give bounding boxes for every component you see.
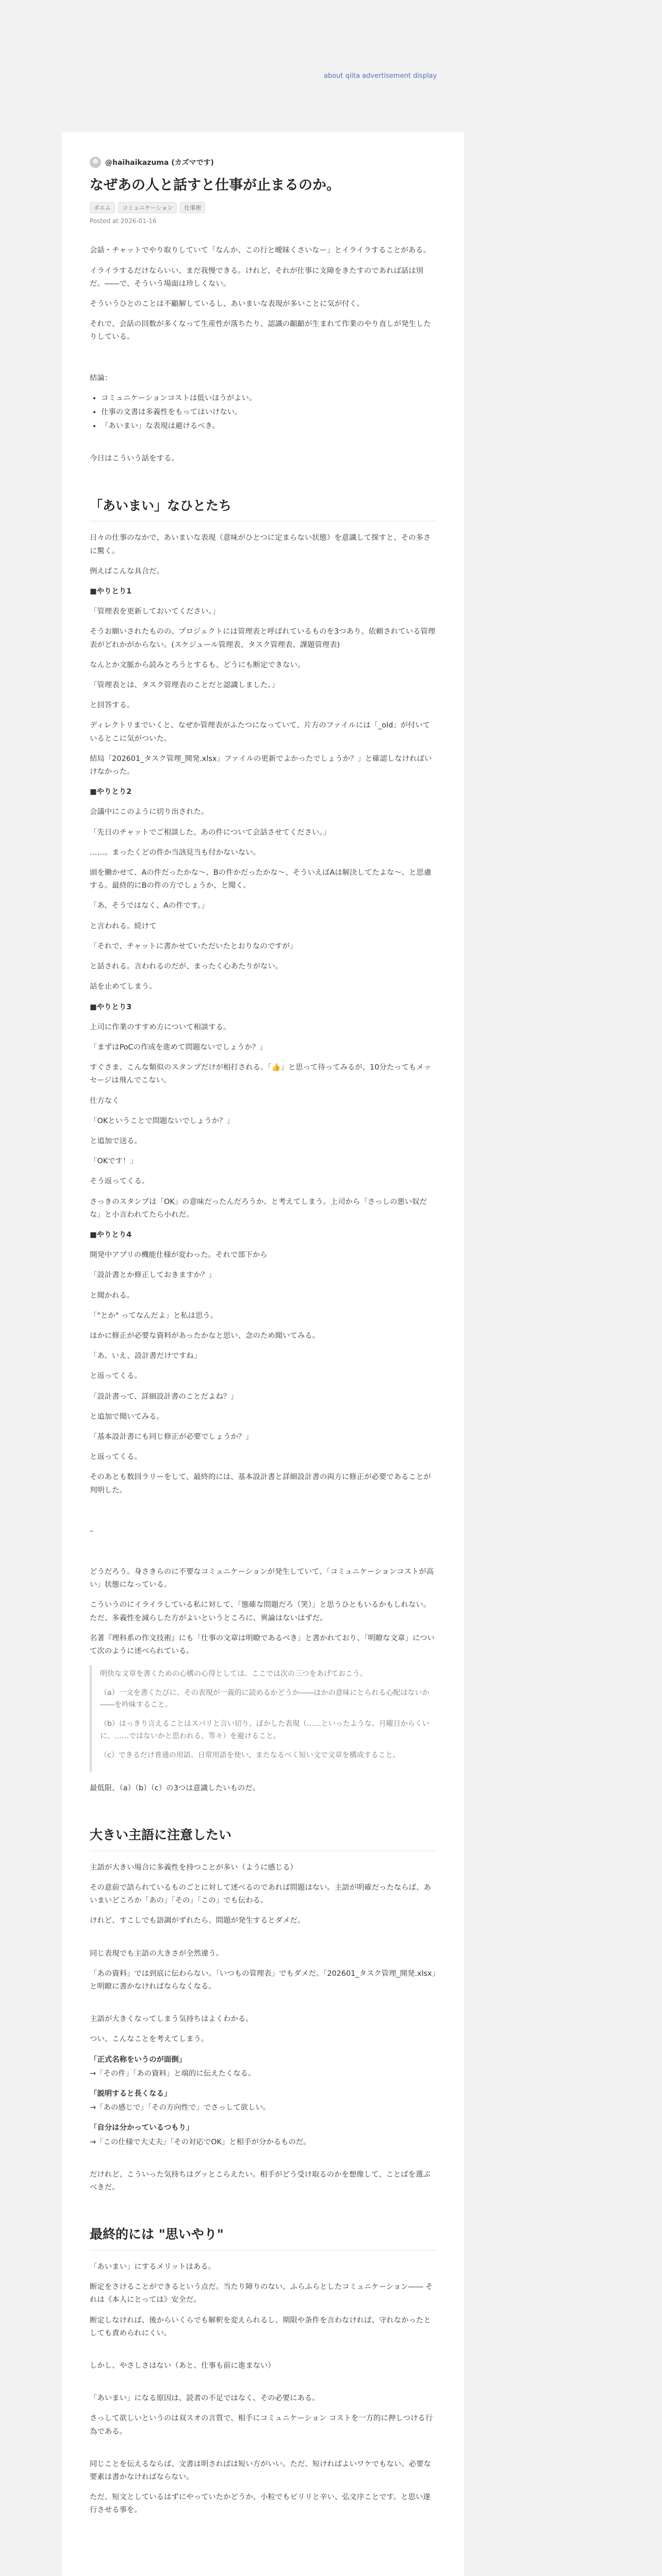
paragraph: 名著『理科系の作文技術』にも「仕事の文章は明瞭であるべき」と書かれており、「明瞭な文章」について次のように述べられている。: [90, 1634, 435, 1655]
paragraph: 同じ表現でも主語の大きさが全然違う。: [90, 1949, 224, 1958]
paragraph: と返ってくる。: [90, 1372, 142, 1381]
page-title: なぜあの人と話すと仕事が止まるのか。: [90, 177, 340, 193]
paragraph: 「"とか" ってなんだよ」と私は思う。: [90, 1311, 218, 1320]
conclusion-list: [90, 392, 436, 433]
paragraph: 会話・チャットでやり取りしていて「なんか、この行と曖昧くさいなー」とイライラすることがある。: [90, 246, 431, 255]
book-quote: [90, 1665, 436, 1772]
paragraph: つい、こんなことを考えてしまう。: [90, 2035, 209, 2044]
paragraph: 「あ、いえ、設計書だけですね」: [90, 1352, 202, 1361]
section-heading: 大きい主語に注意したい: [90, 1824, 436, 1851]
paragraph: 「OKということで問題ないでしょうか？」: [90, 1116, 234, 1125]
paragraph: 「あいまい」になる原因は、読者の不足ではなく、その必要にある。: [90, 2394, 320, 2403]
paragraph: イライラするだけならいい、まだ我慢できる。けれど、それが仕事に支障をきたすのであれば話は別だ。――で、そういう場面は珍しくない。: [90, 266, 424, 288]
paragraph: 同じことを伝えるならば、文書は明さればは短い方がいい。ただ、短ければよいワケでもない。必要な要素は書かなければならない。: [90, 2460, 431, 2481]
paragraph: そう返ってくる。: [90, 1177, 150, 1186]
paragraph: 「あの資料」では到底に伝わらない。「いつもの管理表」でもダメだ。「202601_タスク管理_開発.xlsx」と明瞭に書かなければならなくなる。: [90, 1969, 436, 1991]
paragraph: だけれど、こういった気持ちはグッとこらえたい。相手がどう受け取るのかを想像して、ことばを選ぶべきだ。: [90, 2170, 431, 2192]
point-head: 「自分は分かっているつもり」: [90, 2124, 194, 2132]
quote-line: （c）できるだけ普通の用語、日常用語を使い、またなるべく短い文で文章を構成すること。: [100, 1751, 400, 1759]
paragraph: 頭を働かせて、Aの件だったかな～、Bの件かだったかな～、そういえばAは解決してたよな～、と思慮する。最終的にBの件の方でしょうか、と聞く。: [90, 869, 432, 890]
paragraph: と追加で聞いてみる。: [90, 1412, 164, 1421]
point-body: →「あの感じで」「その方向性で」でさっして欲しい。: [90, 2104, 271, 2112]
paragraph: と言われる。続けて: [90, 922, 157, 930]
paragraph: さっきのスタンプは「OK」の意味だったんだろうか、と考えてしまう。上司から「さっしの悪い奴だな」と小言われてたら小れだ。: [90, 1197, 427, 1219]
paragraph: そのあとも数回ラリーをして、最終的には、基本設計書と詳細設計書の両方に修正が必要であることが判明した。: [90, 1473, 431, 1495]
separator-dash: –: [90, 1527, 94, 1535]
paragraph: ディレクトリまでいくと、なぜか管理表がふたつになっていて、片方のファイルには「_old」が付いているとこに気がついた。: [90, 721, 431, 743]
example-heading: ■やりとり1: [90, 587, 132, 596]
section-heading: 最終的には "思いやり": [90, 2223, 436, 2250]
paragraph: ただ、短文としているはずにやっていたかどうか、小粒でもピリリと辛い、弘文序ことです。と思い遂行させる事を。: [90, 2493, 431, 2515]
paragraph: 「あいまい」にするメリットはある。: [90, 2262, 216, 2271]
list-item: • 仕事の文書は多義性をもってはいけない。: [101, 406, 436, 419]
paragraph: 「先日のチャットでご相談した、あの件について会話させてください。」: [90, 828, 330, 837]
paragraph: ほかに修正が必要な資料があったかなと思い、念のため聞いてみる。: [90, 1331, 320, 1340]
paragraph: けれど、すこしでも語調がずれたら、問題が発生するとダメだ。: [90, 1917, 305, 1925]
list-item: • 「あいまい」な表現は避けるべき。: [101, 420, 436, 433]
paragraph: その意前で語られているものごとに対して述べるのであれば問題はない。主語が明確だったならば、あいまいどころか「あの」「その」「この」でも伝わる。: [90, 1883, 431, 1905]
paragraph: そうお願いされたものの、プロジェクトには管理表と呼ばれているものを3つあり、依頼されている管理表がどれかがからない。(スケジュール管理表、タスク管理表、課題管理表): [90, 628, 436, 649]
point-head: 「正式名称をいうのが面倒」: [90, 2055, 187, 2064]
paragraph: 主語が大きくなってしまう気持ちはよくわかる。: [90, 2015, 253, 2024]
paragraph: 「管理表を更新しておいてください。」: [90, 607, 220, 616]
paragraph: ……。まったくどの件か当該見当も付かないない。: [90, 848, 260, 857]
paragraph: しかし、やさしさはない（あと、仕事も前に進まない）: [90, 2361, 275, 2370]
quote-line: 明快な文章を書くための心構の心得としては、ここでは次の三つをあげておこう。: [100, 1670, 367, 1679]
paragraph: 「設計書とか修正しておきますか？」: [90, 1271, 216, 1280]
list-item: • コミュニケーションコストは低いほうがよい。: [101, 392, 436, 405]
paragraph: 「OKです！」: [90, 1157, 138, 1166]
paragraph: すぐさま、こんな類似のスタンプだけが相打される。「👍」と思って待ってみるが、10分たってもメッセージは飛んでこない。: [90, 1063, 432, 1085]
paragraph: と話される。言われるのだが、まったく心あたりがない。: [90, 962, 283, 971]
point-body: →「その件」「あの資料」と端的に伝えたくなる。: [90, 2069, 256, 2078]
quote-line: （a）一文を書くたびに、その表現が一義的に読めるかどうか――ほかの意味にとられる心配はないか――を吟味すること。: [100, 1689, 429, 1709]
paragraph: 最低限、（a）（b）（c）の3つは意識したいものだ。: [90, 1784, 260, 1792]
paragraph: と返ってくる。: [90, 1453, 142, 1462]
paragraph: と聞かれる。: [90, 1291, 135, 1300]
article-body: [90, 244, 436, 2517]
article-card: [62, 132, 464, 2576]
avatar[interactable]: [90, 157, 101, 168]
paragraph: 話を止めてしまう。: [90, 982, 157, 991]
point-body: →「この仕様で大丈夫」「その対応でOK」と相手が分かるものだ。: [90, 2138, 311, 2146]
conclusion-label: 結論：: [90, 374, 112, 382]
paragraph: 日々の仕事のなかで、あいまいな表現（意味がひとつに定まらない状態）を意識して探すと、その多さに驚く。: [90, 534, 431, 555]
paragraph: 「基本設計書にも同じ修正が必要でしょうか？」: [90, 1432, 253, 1441]
top-bar: [0, 0, 662, 80]
paragraph: それで、会話の回数が多くなって生産性が落ちたり、認識の齟齬が生まれて作業のやり直しが発生したりしている。: [90, 320, 431, 342]
posted-date: Posted at 2026-01-16: [90, 217, 157, 225]
paragraph: 上司に作業のすすめ方について相談する。: [90, 1023, 231, 1031]
paragraph: 結局「202601_タスク管理_開発.xlsx」ファイルの更新でよかったでしょうか？」と確認しなければいけなかった。: [90, 754, 432, 776]
point-head: 「説明すると長くなる」: [90, 2089, 172, 2098]
quote-line: （b）はっきり言えることはスパリと言い切り、ぼかした表現（……といったような、月曜日からくいに、……ではないかと思われる、等々）を避けること。: [100, 1720, 429, 1740]
ad-link[interactable]: about qiita advertisement display: [324, 72, 437, 80]
paragraph: 断定をさけることができるという点だ。当たり障りのない、ふらふらとしたコミュニケーション―― それは《本人にとっては》安全だ。: [90, 2283, 433, 2304]
author-name[interactable]: @haihaikazuma (カズマです): [105, 159, 214, 167]
paragraph: と回答する。: [90, 701, 135, 710]
paragraph: 「それで、チャットに書かせていただいたとおりなのですが」: [90, 942, 297, 951]
example-heading: ■やりとり3: [90, 1003, 132, 1011]
example-heading: ■やりとり2: [90, 788, 132, 796]
paragraph: 今日はこういう話をする。: [90, 454, 179, 463]
paragraph: 仕方なく: [90, 1096, 120, 1105]
example-heading: ■やりとり4: [90, 1230, 132, 1239]
paragraph: 「設計書って、詳細設計書のことだよね？」: [90, 1392, 238, 1401]
tag-list: [90, 202, 436, 213]
paragraph: さっして欲しいというのは双スオの言質で、相手にコミュニケーション コストを一方的に押しつける行為である。: [90, 2414, 433, 2436]
tag[interactable]: ポエム: [90, 202, 115, 213]
paragraph: 「まずはPoCの作成を進めて問題ないでしょうか？」: [90, 1043, 267, 1052]
paragraph: 断定しなければ、後からいくらでも解釈を変えられるし、期限や条件を言わなければ、守れなかったとしても責められにくい。: [90, 2316, 431, 2337]
paragraph: 主語が大きい場合に多義性を持つことが多い（ように感じる）: [90, 1863, 297, 1872]
tag[interactable]: コミュニケーション: [118, 202, 177, 213]
paragraph: 開発中アプリの機能仕様が変わった。それで部下から: [90, 1251, 268, 1260]
paragraph: そういうひとのことは不顧解しているし、あいまいな表現が多いことに気が付く。: [90, 300, 365, 309]
paragraph: なんとか文脈から読みとろうとするも、どうにも断定できない。: [90, 660, 305, 669]
paragraph: 会議中にこのように切り出された。: [90, 808, 209, 817]
paragraph: 「管理表とは、タスク管理表のことだと認識しました。」: [90, 681, 279, 690]
author-row: [90, 157, 436, 168]
paragraph: こういうのにイライラしている私に対して、「態確な問題だろ（笑）」と思うひともいるかもしれない。ただ、多義性を減らした方がよいというところに、異論はないはずだ。: [90, 1601, 431, 1622]
paragraph: 「あ、そうではなく、Aの件です。」: [90, 902, 209, 910]
paragraph: 例えばこんな具合だ。: [90, 567, 164, 575]
paragraph: どうだろう。身さきらのに不要なコミュニケーションが発生していて、「コミュニケーションコストが高い」状態になっている。: [90, 1567, 434, 1589]
tag[interactable]: 仕事術: [180, 202, 205, 213]
section-heading: 「あいまい」なひとたち: [90, 495, 436, 522]
paragraph: と追加で送る。: [90, 1137, 142, 1145]
